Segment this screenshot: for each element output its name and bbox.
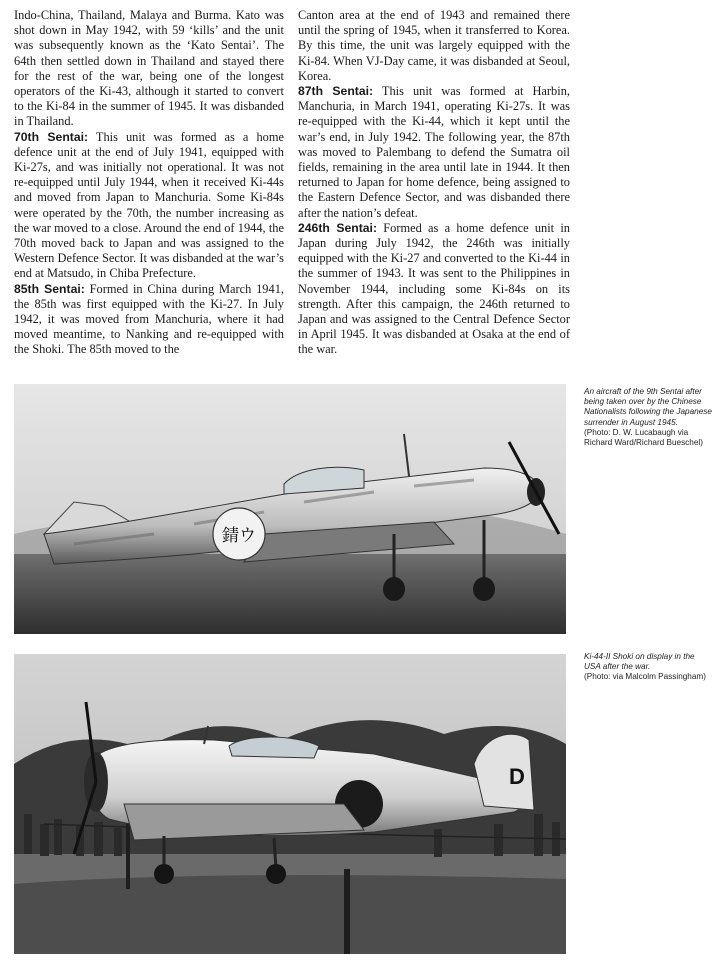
paragraph-70th-sentai: 70th Sentai: This unit was formed as a home defence unit at the end of July 1941, equipped with Ki-27s, and was initially not operational. It was not re-equipped until July 1944, when it received Ki-44s and moved from Japan to Manchuria. Some Ki-84s were operated by the 70th, the number increasing as the war moved to a close. Around the end of 1944, the 70th moved back to Japan and was assigned to the Western Defence Sector. It was disbanded at the war’s end at Matsudo, in Chiba Prefecture. [14, 129, 284, 281]
heading-85th-sentai: 85th Sentai: [14, 281, 85, 296]
photo-ki44-shoki [14, 654, 566, 954]
heading-87th-sentai: 87th Sentai: [298, 84, 374, 99]
ki84-photo-illustration [14, 384, 566, 634]
paragraph-64th-continued: Indo-China, Thailand, Malaya and Burma. Kato was shot down in May 1942, with 59 ‘kills’ and the unit was subsequently known as the ‘Kato Sentai’. The 64th then settled down in Thailand and stayed there for the rest of the war, being one of the longest operators of the Ki-43, although it started to convert to the Ki-84 in the summer of 1945. It was disbanded in Thailand. [14, 8, 284, 129]
paragraph-85th-sentai: 85th Sentai: Formed in China during March 1941, the 85th was first equipped with the Ki-27. In July 1942, it was moved from Manchuria, where it had moved meantime, to Nanking and re-equipped with the Shoki. The 85th moved to the [14, 281, 284, 357]
heading-246th-sentai: 246th Sentai: [298, 220, 377, 235]
paragraph-85th-continued: Canton area at the end of 1943 and remained there until the spring of 1945, when it transferred to Korea. By this time, the unit was largely equipped with the Ki-84. When VJ-Day came, it was disbanded at Seoul, Korea. [298, 8, 570, 83]
photo-credit-bottom: (Photo: via Malcolm Passingham) [584, 672, 706, 682]
ki44-photo-illustration [14, 654, 566, 954]
text-column-right [298, 8, 570, 358]
tail-marking: D [509, 764, 525, 789]
paragraph-87th-sentai: 87th Sentai: This unit was formed at Harbin, Manchuria, in March 1941, operating Ki-27s. It was re-equipped with the Ki-44, which it kept until the war’s end, in July 1942. The following year, the 87th was moved to Palembang to defend the Sumatra oil fields, remaining in the area until late in 1944. It then returned to Japan for home defence, being assigned to the Eastern Defence Sector, and was disbanded there after the nation’s defeat. [298, 84, 570, 220]
photo-ki84-9th-sentai [14, 384, 566, 634]
heading-70th-sentai: 70th Sentai: [14, 129, 89, 144]
photo-credit-top: (Photo: D. W. Lucabaugh via Richard Ward/Richard Bueschel) [584, 427, 703, 448]
text-column-left [14, 8, 284, 358]
caption-bottom-photo: Ki-44-II Shoki on display in the USA after the war. (Photo: via Malcolm Passingham) [584, 652, 712, 683]
fuselage-kanji-marking: 錆ウ [222, 526, 256, 546]
paragraph-246th-sentai: 246th Sentai: Formed as a home defence unit in Japan during July 1942, the 246th was initially equipped with the Ki-27 and converted to the Ki-44 in the summer of 1943. It was sent to the Philippines in November 1944, including some Ki-84s on its strength. After this campaign, the 246th returned to Japan and was assigned to the Central Defence Sector in April 1945. It was disbanded at Osaka at the end of the war. [298, 220, 570, 357]
caption-top-photo: An aircraft of the 9th Sentai after being taken over by the Chinese Nationalists following the Japanese surrender in August 1945. (Photo: D. W. Lucabaugh via Richard Ward/Richard Bueschel) [584, 387, 712, 448]
